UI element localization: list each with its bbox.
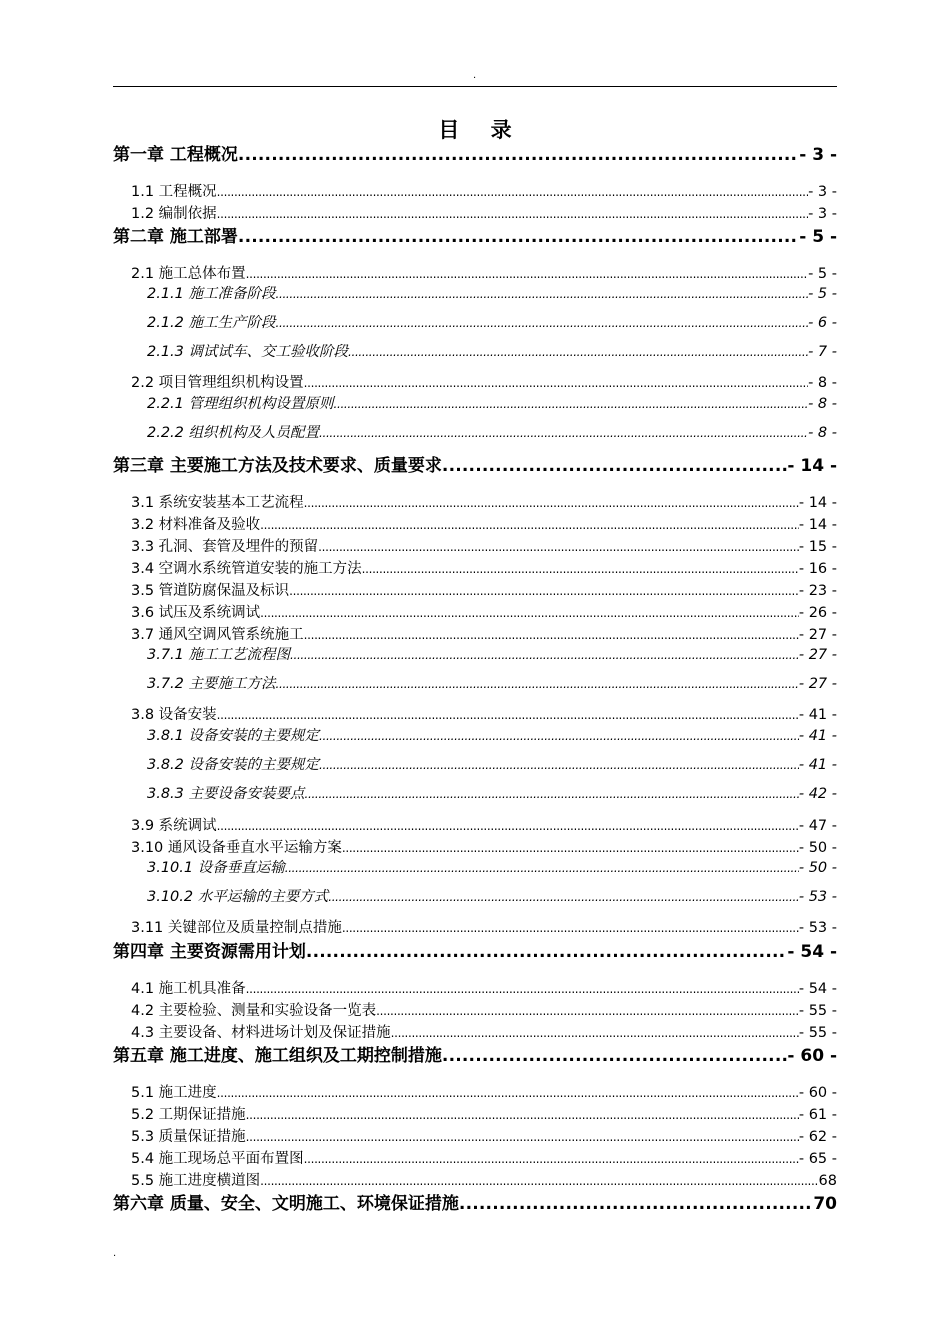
toc-subsection[interactable] — [147, 859, 837, 878]
toc-entry-title: 3.8 设备安装 — [131, 707, 217, 723]
toc-section[interactable] — [131, 980, 837, 999]
toc-section[interactable] — [131, 374, 837, 393]
toc-entry-title: 3.7.1 施工工艺流程图 — [147, 647, 291, 663]
toc-section[interactable] — [131, 183, 837, 202]
toc-page-number: - 47 - — [798, 818, 837, 834]
toc-page-number: - 15 - — [798, 539, 837, 555]
toc-entry-title: 5.3 质量保证措施 — [131, 1129, 246, 1145]
toc-dot-leader — [442, 455, 787, 477]
toc-dot-leader — [304, 495, 799, 513]
toc-page-number: - 61 - — [798, 1107, 837, 1123]
toc-page-number: - 41 - — [798, 757, 837, 773]
toc-entry-title: 第一章 工程概况 — [113, 145, 238, 165]
toc-page-number: 68 — [818, 1173, 837, 1189]
toc-page-number: - 60 - — [798, 1085, 837, 1101]
toc-dot-leader — [319, 757, 799, 775]
toc-entry-title: 3.6 试压及系统调试 — [131, 605, 261, 621]
toc-dot-leader — [348, 344, 808, 362]
toc-entry-title: 4.1 施工机具准备 — [131, 981, 246, 997]
toc-section[interactable] — [131, 1084, 837, 1103]
toc-page-number: - 65 - — [798, 1151, 837, 1167]
toc-page-number: - 26 - — [798, 605, 837, 621]
toc-dot-leader — [318, 539, 799, 557]
toc-page-number: - 14 - — [798, 517, 837, 533]
toc-section[interactable] — [131, 1172, 837, 1191]
toc-entry-title: 4.3 主要设备、材料进场计划及保证措施 — [131, 1025, 391, 1041]
toc-dot-leader — [328, 889, 799, 907]
toc-section[interactable] — [131, 1024, 837, 1043]
toc-section[interactable] — [131, 839, 837, 858]
toc-page-number: 70 — [813, 1194, 837, 1214]
toc-page-number: - 3 - — [808, 184, 837, 200]
toc-page-number: - 54 - — [787, 942, 837, 962]
toc-subsection[interactable] — [147, 285, 837, 304]
toc-dot-leader — [276, 676, 799, 694]
toc-dot-leader — [459, 1193, 813, 1215]
toc-entry-title: 3.1 系统安装基本工艺流程 — [131, 495, 304, 511]
toc-entry-title: 第四章 主要资源需用计划 — [113, 942, 306, 962]
toc-entry-title: 3.11 关键部位及质量控制点措施 — [131, 920, 342, 936]
toc-entry-title: 2.2.2 组织机构及人员配置 — [147, 425, 320, 441]
toc-subsection[interactable] — [147, 343, 837, 362]
toc-dot-leader — [306, 941, 787, 963]
toc-dot-leader — [304, 627, 799, 645]
toc-entry-title: 2.1.2 施工生产阶段 — [147, 315, 276, 331]
toc-dot-leader — [285, 860, 799, 878]
toc-page-number: - 5 - — [799, 227, 837, 247]
toc-entry-title: 3.8.1 设备安装的主要规定 — [147, 728, 320, 744]
toc-page-number: - 53 - — [798, 920, 837, 936]
toc-section[interactable] — [131, 265, 837, 284]
toc-page-number: - 55 - — [798, 1025, 837, 1041]
toc-subsection[interactable] — [147, 424, 837, 443]
toc-section[interactable] — [131, 582, 837, 601]
toc-page-number: - 53 - — [798, 889, 837, 905]
toc-dot-leader — [217, 184, 808, 202]
toc-subsection[interactable] — [147, 395, 837, 414]
toc-chapter[interactable] — [113, 1193, 837, 1215]
toc-page-number: - 50 - — [798, 860, 837, 876]
toc-entry-title: 3.2 材料准备及验收 — [131, 517, 261, 533]
toc-dot-leader — [246, 266, 808, 284]
toc-dot-leader — [305, 786, 799, 804]
toc-page-number: - 55 - — [798, 1003, 837, 1019]
toc-entry-title: 第二章 施工部署 — [113, 227, 238, 247]
toc-entry-title: 3.3 孔洞、套管及埋件的预留 — [131, 539, 319, 555]
toc-entry-title: 3.10.1 设备垂直运输 — [147, 860, 285, 876]
toc-entry-title: 2.2.1 管理组织机构设置原则 — [147, 396, 334, 412]
toc-entry-title: 3.8.2 设备安装的主要规定 — [147, 757, 320, 773]
toc-page-number: - 7 - — [808, 344, 837, 360]
toc-page-number: - 3 - — [808, 206, 837, 222]
toc-page-number: - 5 - — [808, 286, 837, 302]
toc-chapter[interactable] — [113, 144, 837, 166]
toc-section[interactable] — [131, 817, 837, 836]
toc-dot-leader — [290, 647, 799, 665]
toc-dot-leader — [260, 517, 799, 535]
toc-page-number: - 27 - — [798, 647, 837, 663]
toc-section[interactable] — [131, 604, 837, 623]
toc-section[interactable] — [131, 1002, 837, 1021]
toc-entry-title: 3.10 通风设备垂直水平运输方案 — [131, 840, 342, 856]
toc-page-number: - 8 - — [808, 425, 837, 441]
footer-mark: . — [113, 1248, 117, 1259]
toc-page-number: - 23 - — [798, 583, 837, 599]
toc-dot-leader — [276, 315, 809, 333]
toc-section[interactable] — [131, 706, 837, 725]
toc-page-number: - 60 - — [787, 1046, 837, 1066]
toc-page-number: - 27 - — [798, 676, 837, 692]
toc-entry-title: 3.7.2 主要施工方法 — [147, 676, 276, 692]
toc-section[interactable] — [131, 1106, 837, 1125]
toc-dot-leader — [276, 286, 809, 304]
toc-subsection[interactable] — [147, 314, 837, 333]
toc-subsection[interactable] — [147, 756, 837, 775]
toc-entry-title: 第五章 施工进度、施工组织及工期控制措施 — [113, 1046, 442, 1066]
toc-chapter[interactable] — [113, 1045, 837, 1067]
toc-dot-leader — [342, 920, 799, 938]
toc-entry-title: 4.2 主要检验、测量和实验设备一览表 — [131, 1003, 377, 1019]
toc-section[interactable] — [131, 205, 837, 224]
toc-page-number: - 50 - — [798, 840, 837, 856]
toc-section[interactable] — [131, 516, 837, 535]
toc-page-number: - 5 - — [808, 266, 837, 282]
toc-page-number: - 3 - — [799, 145, 837, 165]
toc-section[interactable] — [131, 560, 837, 579]
toc-dot-leader — [304, 1151, 799, 1169]
toc-chapter[interactable] — [113, 455, 837, 477]
toc-entry-title: 3.4 空调水系统管道安装的施工方法 — [131, 561, 362, 577]
toc-entry-title: 2.1.1 施工准备阶段 — [147, 286, 276, 302]
toc-page-number: - 6 - — [808, 315, 837, 331]
toc-subsection[interactable] — [147, 646, 837, 665]
toc-section[interactable] — [131, 1150, 837, 1169]
toc-dot-leader — [319, 728, 799, 746]
toc-dot-leader — [442, 1045, 787, 1067]
toc-page-number: - 8 - — [808, 375, 837, 391]
toc-dot-leader — [362, 561, 799, 579]
toc-subsection[interactable] — [147, 888, 837, 907]
toc-entry-title: 1.2 编制依据 — [131, 206, 217, 222]
toc-page-number: - 62 - — [798, 1129, 837, 1145]
toc-dot-leader — [334, 396, 809, 414]
toc-dot-leader — [238, 144, 799, 166]
toc-section[interactable] — [131, 494, 837, 513]
toc-page-number: - 41 - — [798, 728, 837, 744]
toc-section[interactable] — [131, 538, 837, 557]
toc-entry-title: 2.1 施工总体布置 — [131, 266, 246, 282]
toc-entry-title: 2.1.3 调试试车、交工验收阶段 — [147, 344, 349, 360]
toc-entry-title: 3.8.3 主要设备安装要点 — [147, 786, 305, 802]
toc-page-number: - 54 - — [798, 981, 837, 997]
toc-subsection[interactable] — [147, 727, 837, 746]
toc-dot-leader — [319, 425, 808, 443]
toc-chapter[interactable] — [113, 226, 837, 248]
toc-entry-title: 第三章 主要施工方法及技术要求、质量要求 — [113, 456, 442, 476]
toc-subsection[interactable] — [147, 675, 837, 694]
toc-dot-leader — [217, 1085, 799, 1103]
toc-dot-leader — [246, 1129, 799, 1147]
toc-dot-leader — [238, 226, 799, 248]
toc-dot-leader — [376, 1003, 799, 1021]
toc-dot-leader — [260, 1173, 818, 1191]
toc-section[interactable] — [131, 626, 837, 645]
page-title: 目 录 — [438, 118, 524, 142]
toc-page-number: - 8 - — [808, 396, 837, 412]
toc-subsection[interactable] — [147, 785, 837, 804]
toc-dot-leader — [260, 605, 799, 623]
toc-entry-title: 2.2 项目管理组织机构设置 — [131, 375, 304, 391]
toc-dot-leader — [246, 981, 799, 999]
toc-section[interactable] — [131, 1128, 837, 1147]
toc-dot-leader — [391, 1025, 799, 1043]
toc-entry-title: 3.9 系统调试 — [131, 818, 217, 834]
toc-dot-leader — [342, 840, 799, 858]
toc-entry-title: 3.10.2 水平运输的主要方式 — [147, 889, 329, 905]
toc-page-number: - 42 - — [798, 786, 837, 802]
toc-dot-leader — [217, 707, 799, 725]
toc-section[interactable] — [131, 919, 837, 938]
toc-entry-title: 3.7 通风空调风管系统施工 — [131, 627, 304, 643]
toc-dot-leader — [246, 1107, 799, 1125]
toc-page-number: - 41 - — [798, 707, 837, 723]
toc-entry-title: 1.1 工程概况 — [131, 184, 217, 200]
toc-entry-title: 5.4 施工现场总平面布置图 — [131, 1151, 304, 1167]
toc-page-number: - 16 - — [798, 561, 837, 577]
toc-dot-leader — [217, 818, 799, 836]
toc-entry-title: 第六章 质量、安全、文明施工、环境保证措施 — [113, 1194, 459, 1214]
toc-dot-leader — [304, 375, 808, 393]
toc-dot-leader — [217, 206, 808, 224]
toc-chapter[interactable] — [113, 941, 837, 963]
header-mark: . — [473, 70, 477, 81]
toc-page-number: - 27 - — [798, 627, 837, 643]
toc-entry-title: 5.5 施工进度横道图 — [131, 1173, 261, 1189]
toc-page-number: - 14 - — [787, 456, 837, 476]
toc-entry-title: 5.1 施工进度 — [131, 1085, 217, 1101]
toc-dot-leader — [289, 583, 799, 601]
toc-entry-title: 5.2 工期保证措施 — [131, 1107, 246, 1123]
toc-page-number: - 14 - — [798, 495, 837, 511]
toc-entry-title: 3.5 管道防腐保温及标识 — [131, 583, 290, 599]
